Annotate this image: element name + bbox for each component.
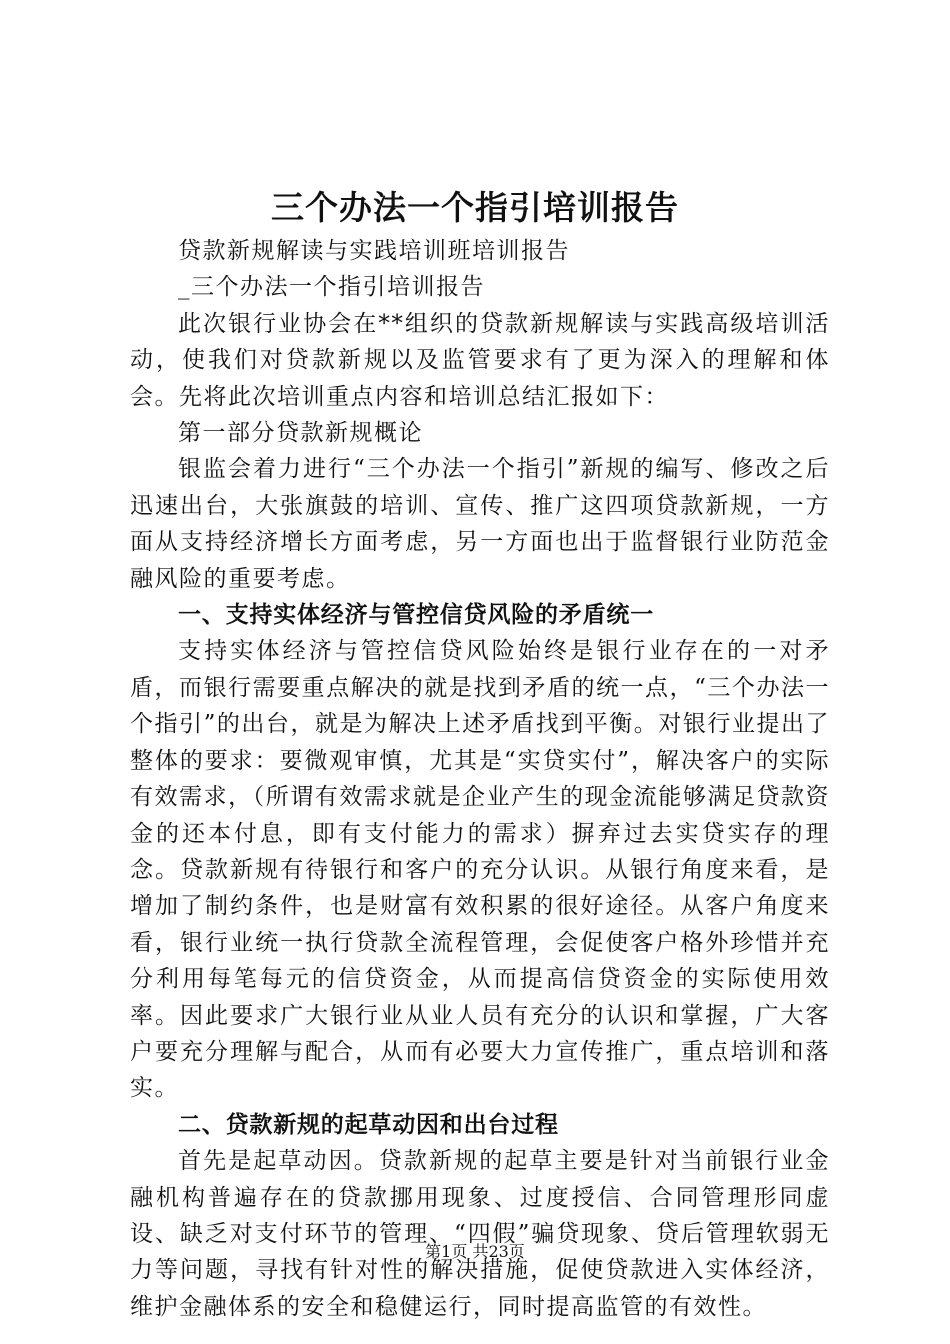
- page-footer: 第1页 共23页: [425, 1242, 525, 1261]
- section-heading: 二、贷款新规的起草动因和出台过程: [178, 1111, 559, 1138]
- paragraph: _三个办法一个指引培训报告: [178, 274, 485, 301]
- paragraph: 银监会着力进行“三个办法一个指引”新规的编写、修改之后迅速出台，大张旗鼓的培训、宣传、推广这四项贷款新规，一方面从支持经济增长方面考虑，另一方面也出于监督银行业防范金融风险的重要考虑。: [130, 456, 830, 592]
- paragraph: 支持实体经济与管控信贷风险始终是银行业存在的一对矛盾，而银行需要重点解决的就是找到矛盾的统一点，“三个办法一个指引”的出台，就是为解决上述矛盾找到平衡。对银行业提出了整体的要求：要微观审慎，尤其是“实贷实付”，解决客户的实际有效需求，（所谓有效需求就是企业产生的现金流能够满足贷款资金的还本付息，即有支付能力的需求）摒弃过去实贷实存的理念。贷款新规有待银行和客户的充分认识。从银行角度来看，是增加了制约条件，也是财富有效积累的很好途径。从客户角度来看，银行业统一执行贷款全流程管理，会促使客户格外珍惜并充分利用每笔每元的信贷资金，从而提高信贷资金的实际使用效率。因此要求广大银行业从业人员有充分的认识和掌握，广大客户要充分理解与配合，从而有必要大力宣传推广，重点培训和落实。: [130, 638, 830, 1102]
- paragraph: 贷款新规解读与实践培训班培训报告: [178, 238, 570, 264]
- document-title: 三个办法一个指引培训报告: [271, 188, 679, 227]
- paragraph: 首先是起草动因。贷款新规的起草主要是针对当前银行业金融机构普遍存在的贷款挪用现象、过度授信、合同管理形同虚设、缺乏对支付环节的管理、“四假”骗贷现象、贷后管理软弱无力等问题，寻找有针对性的解决措施，促使贷款进入实体经济，维护金融体系的安全和稳健运行，同时提高监管的有效性。: [130, 1148, 830, 1320]
- section-heading: 一、支持实体经济与管控信贷风险的矛盾统一: [178, 602, 654, 629]
- paragraph: 此次银行业协会在**组织的贷款新规解读与实践高级培训活动，使我们对贷款新规以及监管要求有了更为深入的理解和体会。先将此次培训重点内容和培训总结汇报如下：: [130, 310, 830, 410]
- document-body: [130, 233, 830, 1325]
- paragraph: 第一部分贷款新规概论: [178, 420, 423, 447]
